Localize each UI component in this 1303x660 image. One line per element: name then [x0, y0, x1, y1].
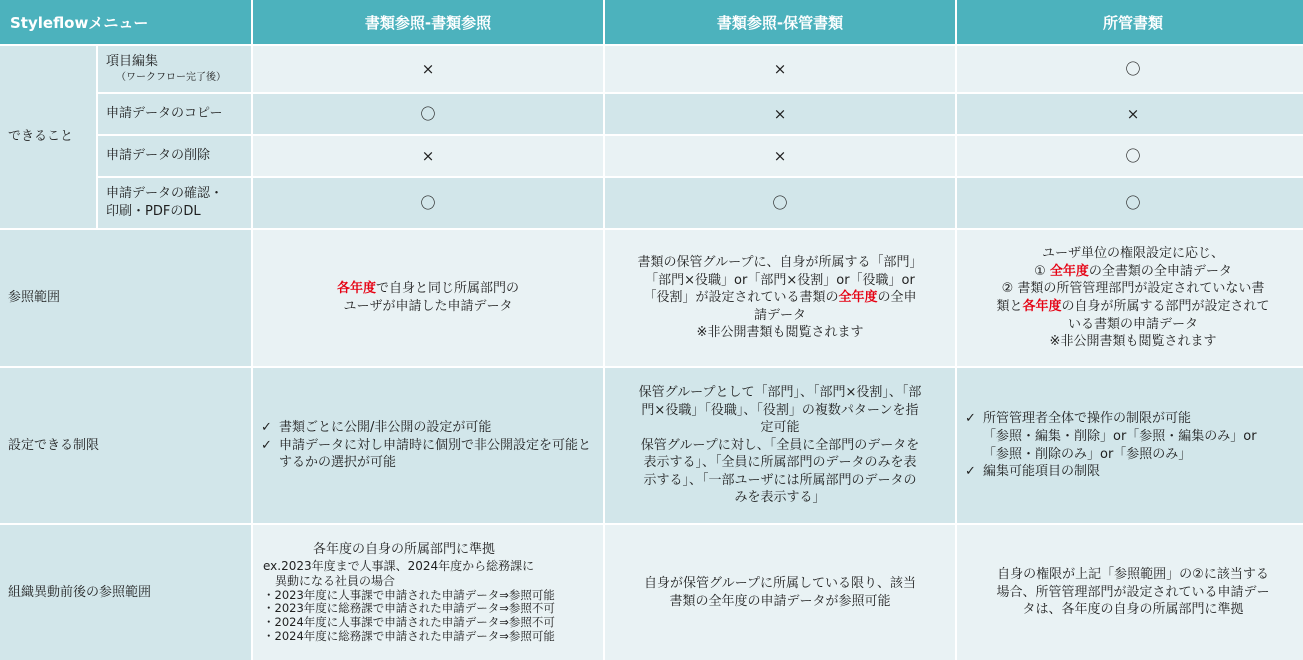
- limits-c3-item1: ✓ 所管管理者全体で操作の制限が可能 「参照・編集・削除」or「参照・編集のみ」or 「参照・削除のみ」or「参照のみ」: [965, 410, 1257, 463]
- scope-c2-l3: 「役割」が設定されている書類の全年度の全申: [643, 290, 917, 306]
- limits-c2-l3: 定可能: [760, 420, 800, 436]
- org-c1-b1: ・2023年度に人事課で申請された申請データ⇒参照可能: [263, 587, 555, 602]
- cell-limits-storage: [605, 368, 955, 523]
- limits-c1-item2: ✓ 申請データに対し申請時に個別で非公開設定を可能とするかの選択が可能: [261, 437, 595, 472]
- cell-print-owned: 〇: [957, 178, 1303, 228]
- limits-c3-list: [965, 410, 1257, 480]
- scope-c3-l6: ※非公開書類も閲覧されます: [1049, 334, 1217, 350]
- scope-c2-l2: 「部門×役職」or「部門×役割」or「役職」or: [645, 272, 915, 288]
- cell-print-docref: 〇: [253, 178, 603, 228]
- limits-c2-l7: みを表示する」: [734, 490, 826, 506]
- cell-print-storage: 〇: [605, 178, 955, 228]
- org-c2-l1: 自身が保管グループに所属している限り、該当: [644, 575, 916, 591]
- scope-c1-line1: 各年度で自身と同じ所属部門の: [336, 281, 520, 297]
- header-storage-doc: 書類参照-保管書類: [605, 0, 955, 44]
- row-label-scope: 参照範囲: [0, 230, 251, 366]
- org-c3-l3: タは、各年度の自身の所属部門に準拠: [1022, 602, 1244, 618]
- row-label-org: 組織異動前後の参照範囲: [0, 525, 251, 660]
- row-label-edit-sub: （ワークフロー完了後）: [116, 72, 226, 84]
- scope-c3-l3: ② 書類の所管管理部門が設定されていない書: [1001, 281, 1265, 297]
- row-label-edit: [98, 46, 251, 92]
- limits-c2-l1: 保管グループとして「部門」、「部門×役割」、「部: [638, 385, 922, 401]
- cell-scope-docref: [253, 230, 603, 366]
- limits-c2-l5: 表示する」、「全員に所属部門のデータのみを表: [643, 455, 917, 471]
- group-label-dekiru: できること: [0, 46, 96, 228]
- row-label-print-l2: 印刷・PDFのDL: [106, 204, 201, 219]
- limits-c2-l6: 示する」、「一部ユーザには所属部門のデータの: [643, 472, 917, 488]
- scope-c2-l5: ※非公開書類も閲覧されます: [696, 325, 864, 341]
- limits-c3-item2: ✓ 編集可能項目の制限: [965, 463, 1257, 481]
- cell-copy-storage: ×: [605, 94, 955, 134]
- scope-c2-l4: 請データ: [753, 307, 806, 323]
- limits-c2-l2: 門×役職」「役職」、「役割」の複数パターンを指: [641, 402, 919, 418]
- limits-c1-list: [261, 419, 595, 472]
- cell-scope-owned: [957, 230, 1303, 366]
- cell-org-docref: [253, 525, 603, 660]
- cell-copy-docref: 〇: [253, 94, 603, 134]
- cell-delete-owned: 〇: [957, 136, 1303, 176]
- cell-edit-docref: ×: [253, 46, 603, 92]
- org-c1-title: 各年度の自身の所属部門に準拠: [313, 542, 496, 558]
- row-label-print: [98, 178, 251, 228]
- cell-scope-storage: [605, 230, 955, 366]
- cell-delete-docref: ×: [253, 136, 603, 176]
- org-c1-ex2: 異動になる社員の場合: [275, 573, 396, 588]
- row-label-edit-text: 項目編集: [106, 54, 159, 70]
- cell-delete-storage: ×: [605, 136, 955, 176]
- org-c1-b3: ・2024年度に人事課で申請された申請データ⇒参照不可: [263, 615, 555, 630]
- header-owned-doc: 所管書類: [957, 0, 1303, 44]
- scope-c3-l1: ユーザ単位の権限設定に応じ、: [1041, 246, 1224, 262]
- scope-c3-l2: ① 全年度の全書類の全申請データ: [1034, 263, 1232, 279]
- row-label-copy: 申請データのコピー: [98, 94, 251, 134]
- limits-c2-l4: 保管グループに対し、「全員に全部門のデータを: [640, 437, 920, 453]
- row-label-delete: 申請データの削除: [98, 136, 251, 176]
- org-c1-b4: ・2024年度に総務課で申請された申請データ⇒参照可能: [263, 629, 555, 644]
- row-label-limits: 設定できる制限: [0, 368, 251, 523]
- scope-c2-l1: 書類の保管グループに、自身が所属する「部門」: [637, 255, 923, 271]
- cell-org-storage: [605, 525, 955, 660]
- limits-c3-item1-b: 「参照・編集・削除」or「参照・編集のみ」or: [983, 428, 1257, 444]
- cell-edit-owned: 〇: [957, 46, 1303, 92]
- row-label-print-l1: 申請データの確認・: [106, 186, 224, 202]
- cell-org-owned: [957, 525, 1303, 660]
- scope-c1-line2: ユーザが申請した申請データ: [343, 299, 513, 314]
- header-menu: Styleflowメニュー: [0, 0, 251, 44]
- scope-c3-l5: いる書類の申請データ: [1067, 316, 1198, 332]
- header-doc-ref: 書類参照-書類参照: [253, 0, 603, 44]
- cell-limits-owned: [957, 368, 1303, 523]
- org-c1-b2: ・2023年度に総務課で申請された申請データ⇒参照不可: [263, 601, 555, 616]
- cell-edit-storage: ×: [605, 46, 955, 92]
- cell-copy-owned: ×: [957, 94, 1303, 134]
- limits-c3-item1-c: 「参照・削除のみ」or「参照のみ」: [983, 446, 1192, 462]
- scope-c3-l4: 類と各年度の自身が所属する部門が設定されて: [996, 299, 1270, 314]
- org-c2-l2: 書類の全年度の申請データが参照可能: [669, 593, 891, 609]
- org-c1-ex1: ex.2023年度まで人事課、2024年度から総務課に: [263, 558, 535, 573]
- org-c3-l2: 場合、所管管理部門が設定されている申請デー: [996, 584, 1270, 600]
- cell-limits-docref: [253, 368, 603, 523]
- org-c3-l1: 自身の権限が上記「参照範囲」の②に該当する: [997, 567, 1269, 583]
- limits-c1-item1: ✓ 書類ごとに公開/非公開の設定が可能: [261, 419, 595, 437]
